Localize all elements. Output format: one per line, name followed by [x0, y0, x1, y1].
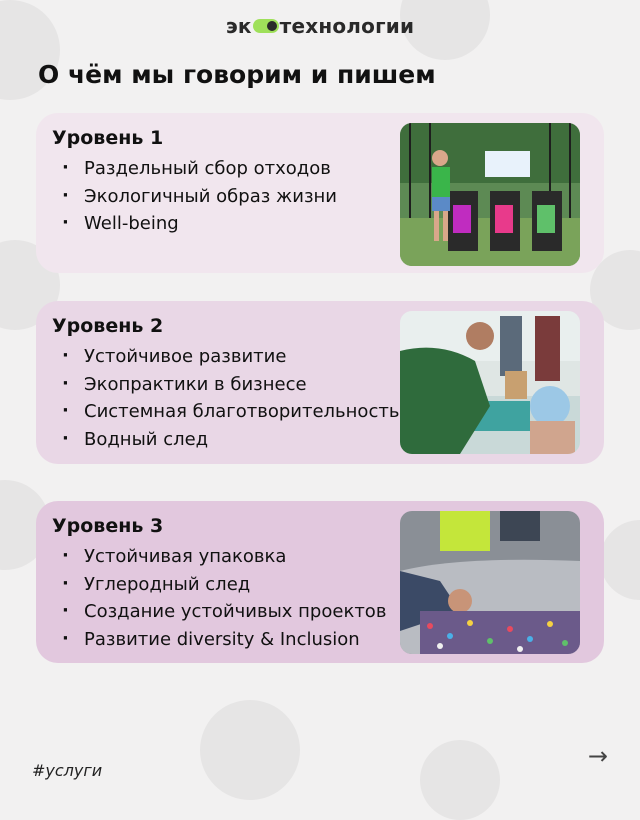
list-item: · Устойчивая упаковка: [62, 543, 386, 571]
background-dot: [420, 740, 500, 820]
level-label: Уровень 1: [52, 127, 164, 149]
list-item: · Экопрактики в бизнесе: [62, 371, 399, 399]
list-item: · Системная благотворительность: [62, 398, 399, 426]
list-item: · Well-being: [62, 210, 337, 238]
list-item: · Углеродный след: [62, 571, 386, 599]
level-label: Уровень 2: [52, 315, 164, 337]
hashtag-label: #услуги: [32, 761, 103, 780]
logo-toggle-icon: [253, 19, 279, 33]
list-item: · Раздельный сбор отходов: [62, 155, 337, 183]
topic-list: [62, 343, 399, 453]
list-item: · Создание устойчивых проектов: [62, 598, 386, 626]
photo-workshop: [400, 311, 580, 454]
list-item: · Развитие diversity & Inclusion: [62, 626, 386, 654]
page-title: О чём мы говорим и пишем: [38, 60, 436, 89]
background-dot: [200, 700, 300, 800]
photo-waste-bins: [400, 123, 580, 266]
list-item: · Устойчивое развитие: [62, 343, 399, 371]
photo-plastic-granules: [400, 511, 580, 654]
level-card-3: [36, 501, 604, 663]
brand-logo: [0, 14, 640, 38]
background-dot: [600, 520, 640, 600]
topic-list: [62, 155, 337, 238]
list-item: · Экологичный образ жизни: [62, 183, 337, 211]
logo-text-part1: эк: [225, 14, 252, 38]
level-card-1: [36, 113, 604, 273]
logo-text-part2: технологии: [279, 14, 415, 38]
level-label: Уровень 3: [52, 515, 164, 537]
topic-list: [62, 543, 386, 653]
level-card-2: [36, 301, 604, 464]
arrow-right-icon[interactable]: →: [587, 742, 608, 770]
list-item: · Водный след: [62, 426, 399, 454]
